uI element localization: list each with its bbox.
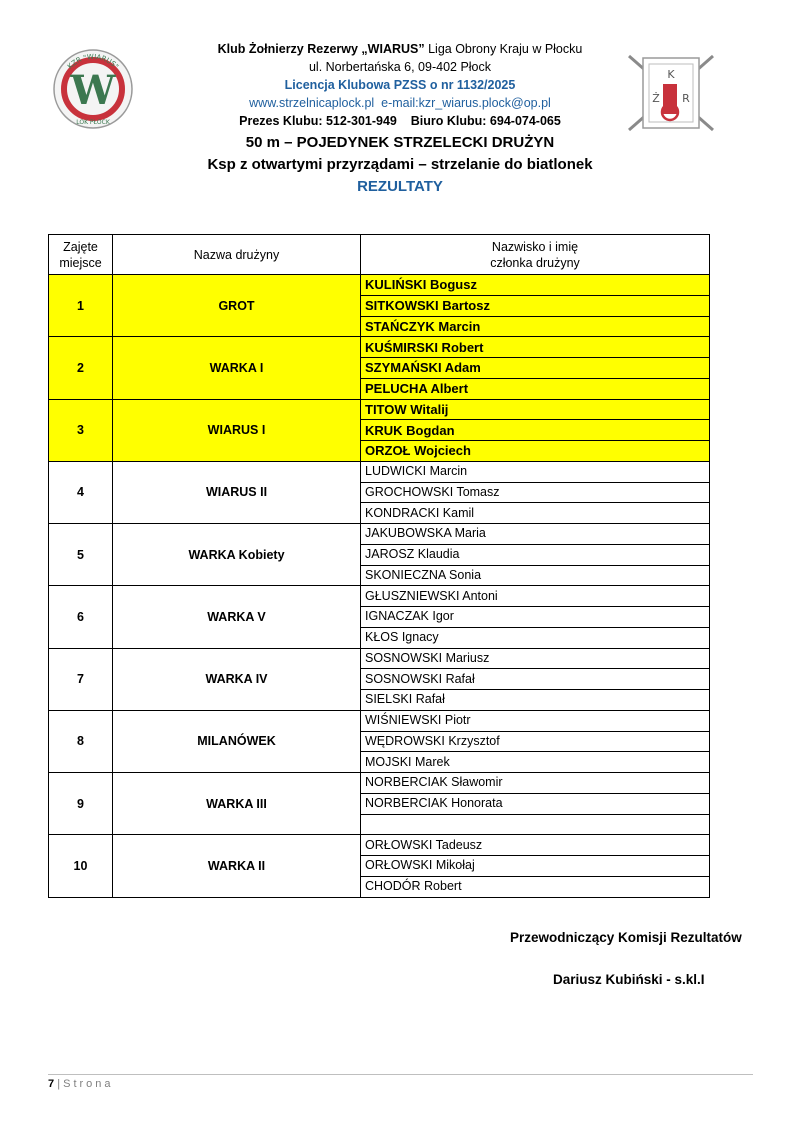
member-name-cell: SOSNOWSKI Rafał (361, 669, 710, 690)
place-cell: 7 (49, 648, 113, 710)
president-phone: Prezes Klubu: 512-301-949 (239, 114, 397, 128)
member-name-cell: GROCHOWSKI Tomasz (361, 482, 710, 503)
col-header-place: Zajęte miejsce (49, 235, 113, 275)
table-row (49, 648, 710, 669)
results-body (49, 275, 710, 898)
member-name-cell: IGNACZAK Igor (361, 607, 710, 628)
footer-page-word: Strona (63, 1078, 114, 1090)
team-name-cell: WARKA IV (113, 648, 361, 710)
club-name: Klub Żołnierzy Rezerwy „WIARUS” (217, 42, 425, 56)
place-cell: 2 (49, 337, 113, 399)
team-name-cell: WIARUS I (113, 399, 361, 461)
member-name-cell: SIELSKI Rafał (361, 690, 710, 711)
table-row (49, 835, 710, 856)
commission-chair-name: Dariusz Kubiński - s.kl.I (553, 972, 705, 987)
member-name-cell: KŁOS Ignacy (361, 627, 710, 648)
col-header-members: Nazwisko i imię członka drużyny (361, 235, 710, 275)
member-name-cell: LUDWICKI Marcin (361, 461, 710, 482)
member-name-cell: PELUCHA Albert (361, 378, 710, 399)
place-cell: 4 (49, 461, 113, 523)
place-cell: 10 (49, 835, 113, 897)
member-name-cell: SKONIECZNA Sonia (361, 565, 710, 586)
logo-letter: W (70, 67, 116, 114)
team-name-cell: WARKA II (113, 835, 361, 897)
logo-bottom-text: LOK PŁOCK (76, 119, 110, 126)
member-name-cell: SZYMAŃSKI Adam (361, 358, 710, 379)
table-row (49, 586, 710, 607)
email-link[interactable]: e-mail:kzr_wiarus.plock@op.pl (381, 96, 551, 110)
club-license: Licencja Klubowa PZSS o nr 1132/2025 (284, 78, 516, 92)
competition-title: 50 m – POJEDYNEK STRZELECKI DRUŻYN (245, 134, 555, 151)
page-footer (48, 1078, 114, 1090)
table-row (49, 337, 710, 358)
member-name-cell: ORŁOWSKI Tadeusz (361, 835, 710, 856)
col-header-team: Nazwa drużyny (113, 235, 361, 275)
club-affiliation: Liga Obrony Kraju w Płocku (424, 42, 583, 56)
results-label: REZULTATY (357, 178, 443, 195)
place-cell: 3 (49, 399, 113, 461)
member-name-cell: SOSNOWSKI Mariusz (361, 648, 710, 669)
place-cell: 1 (49, 275, 113, 337)
footer-divider (48, 1074, 753, 1075)
member-name-cell: TITOW Witalij (361, 399, 710, 420)
club-address: ul. Norbertańska 6, 09-402 Płock (308, 60, 492, 74)
table-row (49, 399, 710, 420)
member-name-cell: KULIŃSKI Bogusz (361, 275, 710, 296)
member-name-cell: KONDRACKI Kamil (361, 503, 710, 524)
footer-separator: | (57, 1078, 61, 1090)
club-logo-wiarus (52, 48, 134, 130)
place-cell: 6 (49, 586, 113, 648)
member-name-cell: NORBERCIAK Sławomir (361, 773, 710, 794)
team-name-cell: GROT (113, 275, 361, 337)
page-number: 7 (48, 1078, 55, 1090)
member-name-cell (361, 814, 710, 835)
competition-subtitle: Ksp z otwartymi przyrządami – strzelanie do biatlonek (207, 156, 593, 173)
emblem-letter-k: K (667, 68, 675, 81)
letterhead (150, 40, 650, 198)
table-row (49, 773, 710, 794)
member-name-cell: KUŚMIRSKI Robert (361, 337, 710, 358)
member-name-cell: JAROSZ Klaudia (361, 544, 710, 565)
member-name-cell: MOJSKI Marek (361, 752, 710, 773)
team-name-cell: WARKA V (113, 586, 361, 648)
commission-chair-role: Przewodniczący Komisji Rezultatów (510, 930, 742, 945)
place-cell: 8 (49, 710, 113, 772)
emblem-letter-r: R (682, 92, 690, 105)
member-name-cell: ORŁOWSKI Mikołaj (361, 856, 710, 877)
table-row (49, 275, 710, 296)
team-name-cell: WARKA III (113, 773, 361, 835)
member-name-cell: JAKUBOWSKA Maria (361, 524, 710, 545)
website-link[interactable]: www.strzelnicaplock.pl (249, 96, 375, 110)
member-name-cell: WIŚNIEWSKI Piotr (361, 710, 710, 731)
member-name-cell: CHODÓR Robert (361, 876, 710, 897)
table-row (49, 710, 710, 731)
table-row (49, 524, 710, 545)
emblem-letter-z: Ż (652, 92, 660, 105)
team-name-cell: MILANÓWEK (113, 710, 361, 772)
place-cell: 9 (49, 773, 113, 835)
table-header-row (49, 235, 710, 275)
team-name-cell: WARKA Kobiety (113, 524, 361, 586)
contact-line (150, 94, 650, 112)
place-cell: 5 (49, 524, 113, 586)
team-name-cell: WARKA I (113, 337, 361, 399)
logo-top-text: KZR "WIARUS" (66, 52, 120, 71)
club-name-line (150, 40, 650, 58)
member-name-cell: KRUK Bogdan (361, 420, 710, 441)
office-phone: Biuro Klubu: 694-074-065 (410, 114, 561, 128)
member-name-cell: GŁUSZNIEWSKI Antoni (361, 586, 710, 607)
member-name-cell: WĘDROWSKI Krzysztof (361, 731, 710, 752)
member-name-cell: ORZOŁ Wojciech (361, 441, 710, 462)
member-name-cell: STAŃCZYK Marcin (361, 316, 710, 337)
results-table (48, 234, 710, 898)
member-name-cell: SITKOWSKI Bartosz (361, 295, 710, 316)
team-name-cell: WIARUS II (113, 461, 361, 523)
member-name-cell: NORBERCIAK Honorata (361, 793, 710, 814)
phones-line (150, 112, 650, 130)
table-row (49, 461, 710, 482)
